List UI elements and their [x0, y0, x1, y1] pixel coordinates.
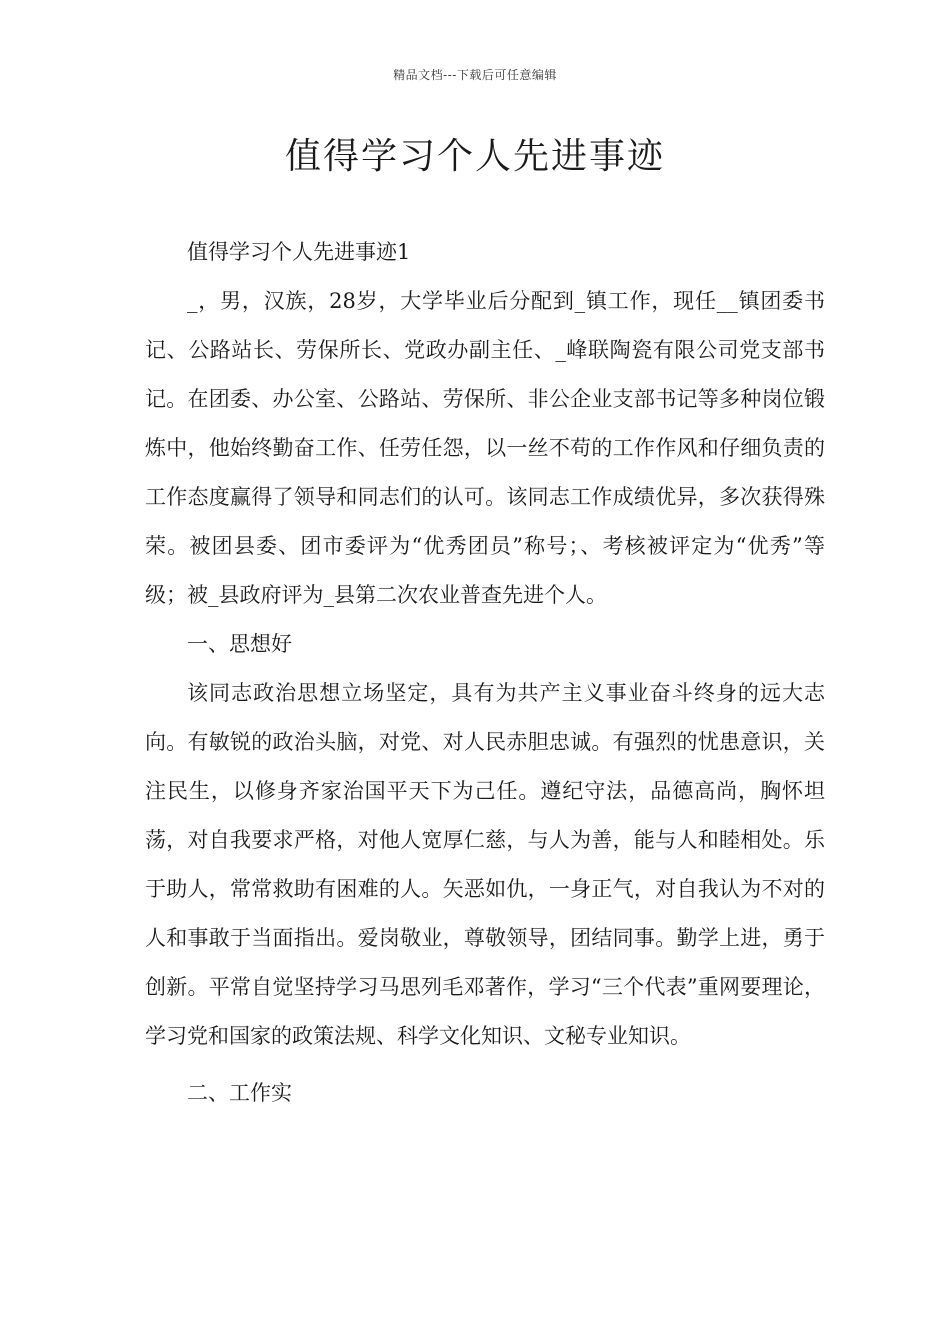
document-body	[145, 228, 825, 1118]
heading-work: 二、工作实	[187, 1081, 292, 1105]
page-header-note: 精品文档---下载后可任意编辑	[393, 68, 557, 82]
section-title: 值得学习个人先进事迹1	[187, 240, 411, 264]
intro-paragraph: _，男，汉族，28岁，大学毕业后分配到_镇工作，现任__镇团委书记、公路站长、劳保所长、党政办副主任、_峰联陶瓷有限公司党支部书记。在团委、办公室、公路站、劳保所、非公企业支部书记等多种岗位锻炼中，他始终勤奋工作、任劳任怨，以一丝不苟的工作作风和仔细负责的工作态度赢得了领导和同志们的认可。该同志工作成绩优异，多次获得殊荣。被团县委、团市委评为“优秀团员”称号；、考核被评定为“优秀”等级；被_县政府评为_县第二次农业普查先进个人。	[145, 289, 825, 607]
document-title: 值得学习个人先进事迹	[284, 136, 665, 177]
heading-thought: 一、思想好	[187, 632, 292, 656]
thought-paragraph: 该同志政治思想立场坚定，具有为共产主义事业奋斗终身的远大志向。有敏锐的政治头脑，对党、对人民赤胆忠诚。有强烈的忧患意识，关注民生，以修身齐家治国平天下为己任。遵纪守法，品德高尚，胸怀坦荡，对自我要求严格，对他人宽厚仁慈，与人为善，能与人和睦相处。乐于助人，常常救助有困难的人。矢恶如仇，一身正气，对自我认为不对的人和事敢于当面指出。爱岗敬业，尊敬领导，团结同事。勤学上进，勇于创新。平常自觉坚持学习马思列毛邓著作，学习“三个代表”重网要理论，学习党和国家的政策法规、科学文化知识、文秘专业知识。	[145, 681, 825, 1048]
